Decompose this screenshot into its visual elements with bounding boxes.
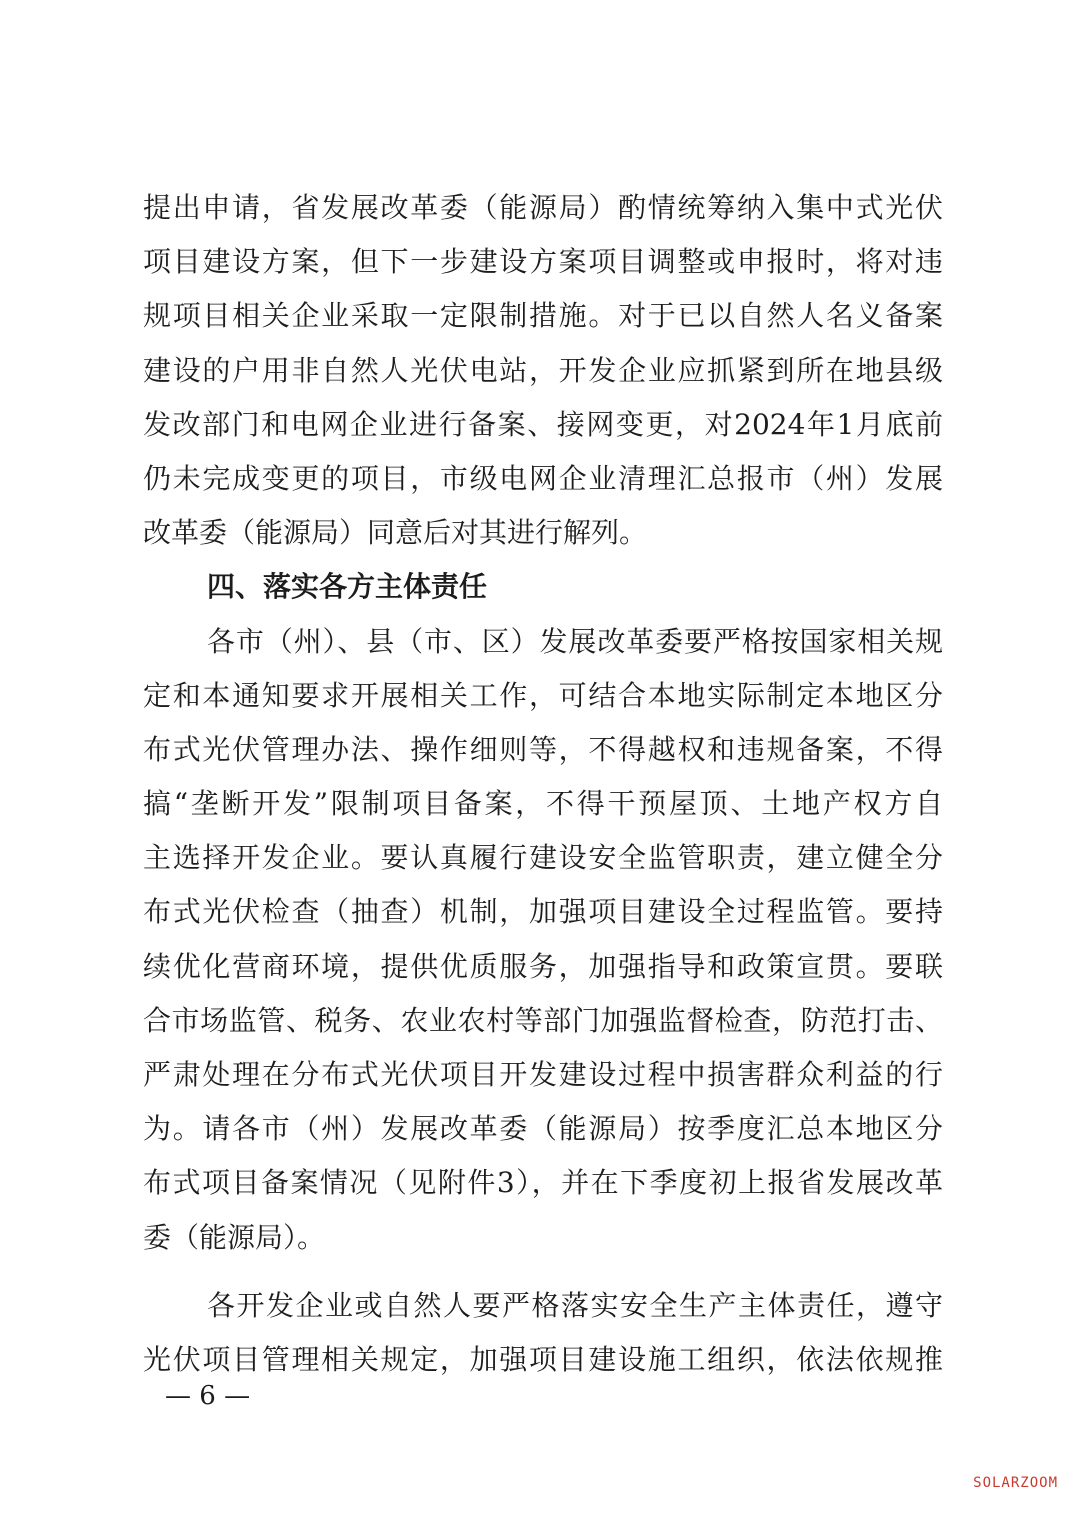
text-line: 仍未完成变更的项目，市级电网企业清理汇总报市（州）发展 <box>143 461 943 495</box>
text-line: 布式项目备案情况（见附件3），并在下季度初上报省发展改革 <box>143 1166 943 1200</box>
watermark-logo: SOLARZOOM <box>973 1475 1058 1491</box>
document-body <box>143 181 943 1387</box>
text-line: 主选择开发企业。要认真履行建设安全监管职责，建立健全分 <box>143 841 943 875</box>
text-line: 严肃处理在分布式光伏项目开发建设过程中损害群众利益的行 <box>143 1058 943 1091</box>
text-line: 合市场监管、税务、农业农村等部门加强监督检查，防范打击、 <box>143 1003 943 1037</box>
text-line: 提出申请，省发展改革委（能源局）酌情统筹纳入集中式光伏 <box>143 191 943 224</box>
page-number: — 6 — <box>165 1381 251 1411</box>
text-line: 建设的户用非自然人光伏电站，开发企业应抓紧到所在地县级 <box>143 353 943 387</box>
text-line: 发改部门和电网企业进行备案、接网变更，对2024年1月底前 <box>143 407 943 441</box>
text-line: 各市（州）、县（市、区）发展改革委要严格按国家相关规 <box>207 624 943 658</box>
text-line: 为。请各市（州）发展改革委（能源局）按季度汇总本地区分 <box>143 1112 943 1146</box>
paragraph-continuation <box>143 181 943 560</box>
text-line: 续优化营商环境，提供优质服务，加强指导和政策宣贯。要联 <box>143 949 943 983</box>
text-line: 搞“垄断开发”限制项目备案，不得干预屋顶、土地产权方自 <box>143 787 943 821</box>
text-line: 委（能源局）。 <box>143 1220 326 1254</box>
section-heading: 四、落实各方主体责任 <box>207 570 488 604</box>
text-line: 项目建设方案，但下一步建设方案项目调整或申报时，将对违 <box>143 245 943 279</box>
text-line: 改革委（能源局）同意后对其进行解列。 <box>143 516 648 550</box>
text-line: 布式光伏管理办法、操作细则等，不得越权和违规备案，不得 <box>143 732 943 766</box>
paragraph-responsibilities <box>143 615 943 1265</box>
text-line: 光伏项目管理相关规定，加强项目建设施工组织，依法依规推 <box>143 1342 943 1376</box>
text-line: 布式光伏检查（抽查）机制，加强项目建设全过程监管。要持 <box>143 895 943 929</box>
text-line: 规项目相关企业采取一定限制措施。对于已以自然人名义备案 <box>143 299 943 333</box>
text-line: 定和本通知要求开展相关工作，可结合本地实际制定本地区分 <box>143 678 943 712</box>
paragraph-gap <box>143 1265 943 1279</box>
text-line: 各开发企业或自然人要严格落实安全生产主体责任，遵守 <box>207 1288 943 1322</box>
paragraph-enterprises <box>143 1279 943 1387</box>
